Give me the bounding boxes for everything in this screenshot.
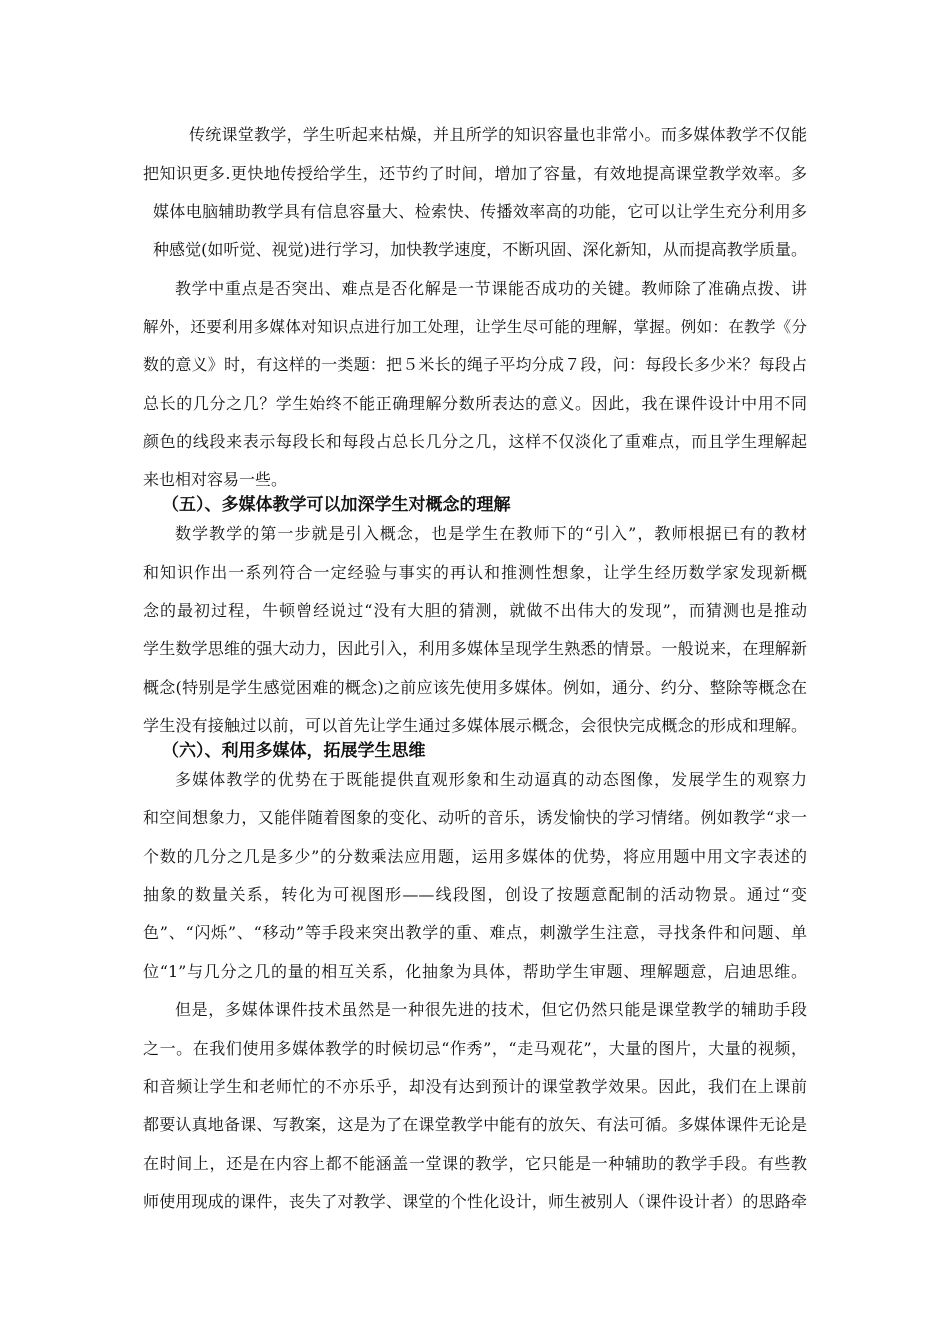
paragraph-line: 总长的几分之几？学生始终不能正确理解分数所表达的意义。因此，我在课件设计中用不同 bbox=[143, 394, 807, 413]
paragraph-line: 学生没有接触过以前，可以首先让学生通过多媒体展示概念，会很快完成概念的形成和理解。 bbox=[143, 716, 807, 735]
paragraph-line: 之一。在我们使用多媒体教学的时候切忌“作秀”，“走马观花”，大量的图片，大量的视频， bbox=[143, 1039, 807, 1058]
paragraph-line: 个数的几分之几是多少”的分数乘法应用题，运用多媒体的优势，将应用题中用文字表述的 bbox=[143, 847, 807, 866]
paragraph-line: 来也相对容易一些。 bbox=[143, 470, 288, 489]
paragraph-line: 都要认真地备课、写教案，这是为了在课堂教学中能有的放矢、有法可循。多媒体课件无论是 bbox=[143, 1115, 807, 1134]
paragraph-line: 传统课堂教学，学生听起来枯燥，并且所学的知识容量也非常小。而多媒体教学不仅能 bbox=[189, 125, 807, 144]
paragraph-line: 在时间上，还是在内容上都不能涵盖一堂课的教学，它只能是一种辅助的教学手段。有些教 bbox=[143, 1154, 807, 1173]
paragraph-line: 学生数学思维的强大动力，因此引入，利用多媒体呈现学生熟悉的情景。一般说来，在理解新 bbox=[143, 639, 807, 658]
paragraph-line: 解外，还要利用多媒体对知识点进行加工处理，让学生尽可能的理解，掌握。例如：在教学《分 bbox=[143, 318, 807, 336]
paragraph-line: 但是，多媒体课件技术虽然是一种很先进的技术，但它仍然只能是课堂教学的辅助手段 bbox=[175, 1000, 807, 1019]
paragraph-line: 抽象的数量关系，转化为可视图形——线段图，创设了按题意配制的活动物景。通过“变 bbox=[143, 885, 807, 904]
paragraph-line: 教学中重点是否突出、难点是否化解是一节课能否成功的关键。教师除了准确点拨、讲 bbox=[175, 279, 807, 298]
paragraph-line: 位“1”与几分之几的量的相互关系，化抽象为具体，帮助学生审题、理解题意，启迪思维。 bbox=[143, 962, 807, 981]
paragraph-line: 概念(特别是学生感觉困难的概念)之前应该先使用多媒体。例如，通分、约分、整除等概念在 bbox=[143, 678, 807, 697]
paragraph-line: 师使用现成的课件，丧失了对教学、课堂的个性化设计，师生被别人（课件设计者）的思路牵 bbox=[143, 1192, 807, 1211]
paragraph-line: 数的意义》时，有这样的一类题：把５米长的绳子平均分成７段，问：每段长多少米？每段占 bbox=[143, 355, 807, 374]
paragraph-line: 和空间想象力，又能伴随着图象的变化、动听的音乐，诱发愉快的学习情绪。例如教学“求一 bbox=[143, 808, 807, 827]
paragraph-line: 颜色的线段来表示每段长和每段占总长几分之几，这样不仅淡化了重难点，而且学生理解起 bbox=[143, 432, 807, 451]
paragraph-line: 色”、“闪烁”、“移动”等手段来突出教学的重、难点，刺激学生注意，寻找条件和问题、单 bbox=[143, 923, 807, 942]
section-heading-6: （六）、利用多媒体，拓展学生思维 bbox=[162, 741, 426, 761]
section-heading-5: （五）、多媒体教学可以加深学生对概念的理解 bbox=[162, 495, 511, 515]
paragraph-line: 和知识作出一系列符合一定经验与事实的再认和推测性想象，让学生经历数学家发现新概 bbox=[143, 563, 807, 582]
paragraph-line: 把知识更多.更快地传授给学生，还节约了时间，增加了容量，有效地提高课堂教学效率。多 bbox=[143, 164, 807, 183]
paragraph-line: 种感觉(如听觉、视觉)进行学习，加快教学速度，不断巩固、深化新知，从而提高教学质量。 bbox=[153, 240, 807, 259]
paragraph-line: 媒体电脑辅助教学具有信息容量大、检索快、传播效率高的功能，它可以让学生充分利用多 bbox=[153, 202, 807, 221]
paragraph-line: 和音频让学生和老师忙的不亦乐乎，却没有达到预计的课堂教学效果。因此，我们在上课前 bbox=[143, 1077, 807, 1096]
paragraph-line: 多媒体教学的优势在于既能提供直观形象和生动逼真的动态图像，发展学生的观察力 bbox=[175, 770, 807, 789]
paragraph-line: 念的最初过程，牛顿曾经说过“没有大胆的猜测，就做不出伟大的发现”，而猜测也是推动 bbox=[143, 601, 807, 620]
paragraph-line: 数学教学的第一步就是引入概念，也是学生在教师下的“引入”，教师根据已有的教材 bbox=[175, 524, 807, 543]
